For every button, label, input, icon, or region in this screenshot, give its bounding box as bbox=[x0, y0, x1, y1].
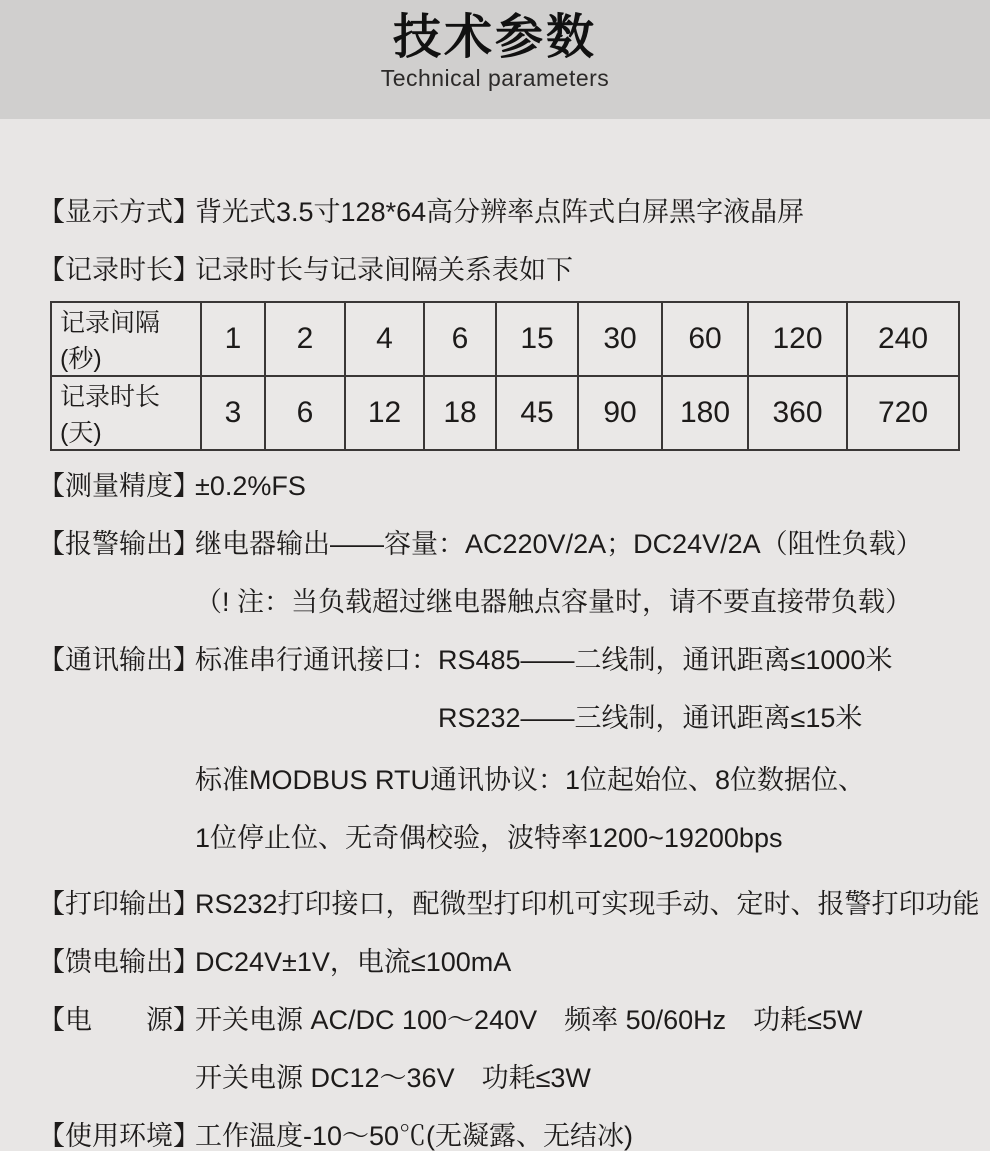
table-cell: 6 bbox=[265, 376, 345, 450]
spec-value: 继电器输出——容量：AC220V/2A；DC24V/2A（阻性负载） bbox=[195, 529, 923, 559]
spec-list bbox=[0, 119, 990, 1151]
spec-row-comm-stopbit bbox=[38, 823, 964, 853]
spec-label: 【使用环境】 bbox=[38, 1121, 200, 1151]
table-cell: 240 bbox=[847, 302, 959, 376]
table-cell: 2 bbox=[265, 302, 345, 376]
spec-label: 【打印输出】 bbox=[38, 889, 200, 919]
spec-value: DC24V±1V，电流≤100mA bbox=[195, 947, 512, 977]
page-title: 技术参数 bbox=[392, 11, 597, 64]
record-interval-duration-table bbox=[50, 301, 960, 451]
table-row-interval bbox=[51, 302, 959, 376]
table-row-header: 记录间隔(秒) bbox=[51, 302, 201, 376]
table-cell: 60 bbox=[662, 302, 748, 376]
spec-value: （! 注：当负载超过继电器触点容量时，请不要直接带负载） bbox=[195, 587, 913, 617]
spec-label: 【馈电输出】 bbox=[38, 947, 200, 977]
spec-row-feed-output bbox=[38, 947, 964, 977]
spec-value: ±0.2%FS bbox=[195, 471, 306, 501]
spec-row-record-duration bbox=[38, 255, 964, 285]
spec-row-alarm-note bbox=[38, 587, 964, 617]
spec-row-display-mode bbox=[38, 197, 964, 227]
spec-label: 【电 源】 bbox=[38, 1005, 200, 1035]
table-cell: 360 bbox=[748, 376, 847, 450]
spec-row-accuracy bbox=[38, 471, 964, 501]
spec-value: 开关电源 DC12～36V 功耗≤3W bbox=[195, 1063, 591, 1093]
spec-row-environment bbox=[38, 1121, 964, 1151]
spec-value: 标准串行通讯接口：RS485——二线制，通讯距离≤1000米 bbox=[195, 645, 893, 675]
table-cell: 120 bbox=[748, 302, 847, 376]
spec-label: 【显示方式】 bbox=[38, 197, 200, 227]
page-subtitle: Technical parameters bbox=[380, 65, 610, 91]
table-cell: 30 bbox=[578, 302, 662, 376]
table-cell: 15 bbox=[496, 302, 578, 376]
spec-label: 【通讯输出】 bbox=[38, 645, 200, 675]
spec-row-comm-rs232 bbox=[38, 703, 964, 733]
spec-label: 【测量精度】 bbox=[38, 471, 200, 501]
spec-row-power-supply-dc bbox=[38, 1063, 964, 1093]
table-cell: 12 bbox=[345, 376, 424, 450]
table-row-header: 记录时长(天) bbox=[51, 376, 201, 450]
spec-value: 1位停止位、无奇偶校验，波特率1200~19200bps bbox=[195, 823, 783, 853]
spec-label: 【报警输出】 bbox=[38, 529, 200, 559]
table-cell: 90 bbox=[578, 376, 662, 450]
spec-value: 标准MODBUS RTU通讯协议：1位起始位、8位数据位、 bbox=[195, 765, 866, 795]
table-cell: 1 bbox=[201, 302, 265, 376]
page-header bbox=[0, 0, 990, 119]
spec-value: RS232打印接口，配微型打印机可实现手动、定时、报警打印功能 bbox=[195, 889, 980, 919]
spec-row-comm-output bbox=[38, 645, 964, 675]
table-cell: 6 bbox=[424, 302, 496, 376]
table-cell: 180 bbox=[662, 376, 748, 450]
table-cell: 18 bbox=[424, 376, 496, 450]
spec-row-power-supply bbox=[38, 1005, 964, 1035]
table-cell: 720 bbox=[847, 376, 959, 450]
table-cell: 45 bbox=[496, 376, 578, 450]
spec-value: 工作温度-10～50℃(无凝露、无结冰) bbox=[195, 1121, 634, 1151]
spec-row-print-output bbox=[38, 889, 980, 919]
spec-row-alarm-output bbox=[38, 529, 964, 559]
spec-label: 【记录时长】 bbox=[38, 255, 200, 285]
table-row-duration bbox=[51, 376, 959, 450]
spec-value: RS232——三线制，通讯距离≤15米 bbox=[438, 703, 863, 733]
table-cell: 4 bbox=[345, 302, 424, 376]
spec-value: 开关电源 AC/DC 100～240V 频率 50/60Hz 功耗≤5W bbox=[195, 1005, 863, 1035]
spec-value: 记录时长与记录间隔关系表如下 bbox=[195, 255, 573, 285]
spec-value: 背光式3.5寸128*64高分辨率点阵式白屏黑字液晶屏 bbox=[195, 197, 805, 227]
table-cell: 3 bbox=[201, 376, 265, 450]
spec-row-comm-modbus bbox=[38, 765, 964, 795]
